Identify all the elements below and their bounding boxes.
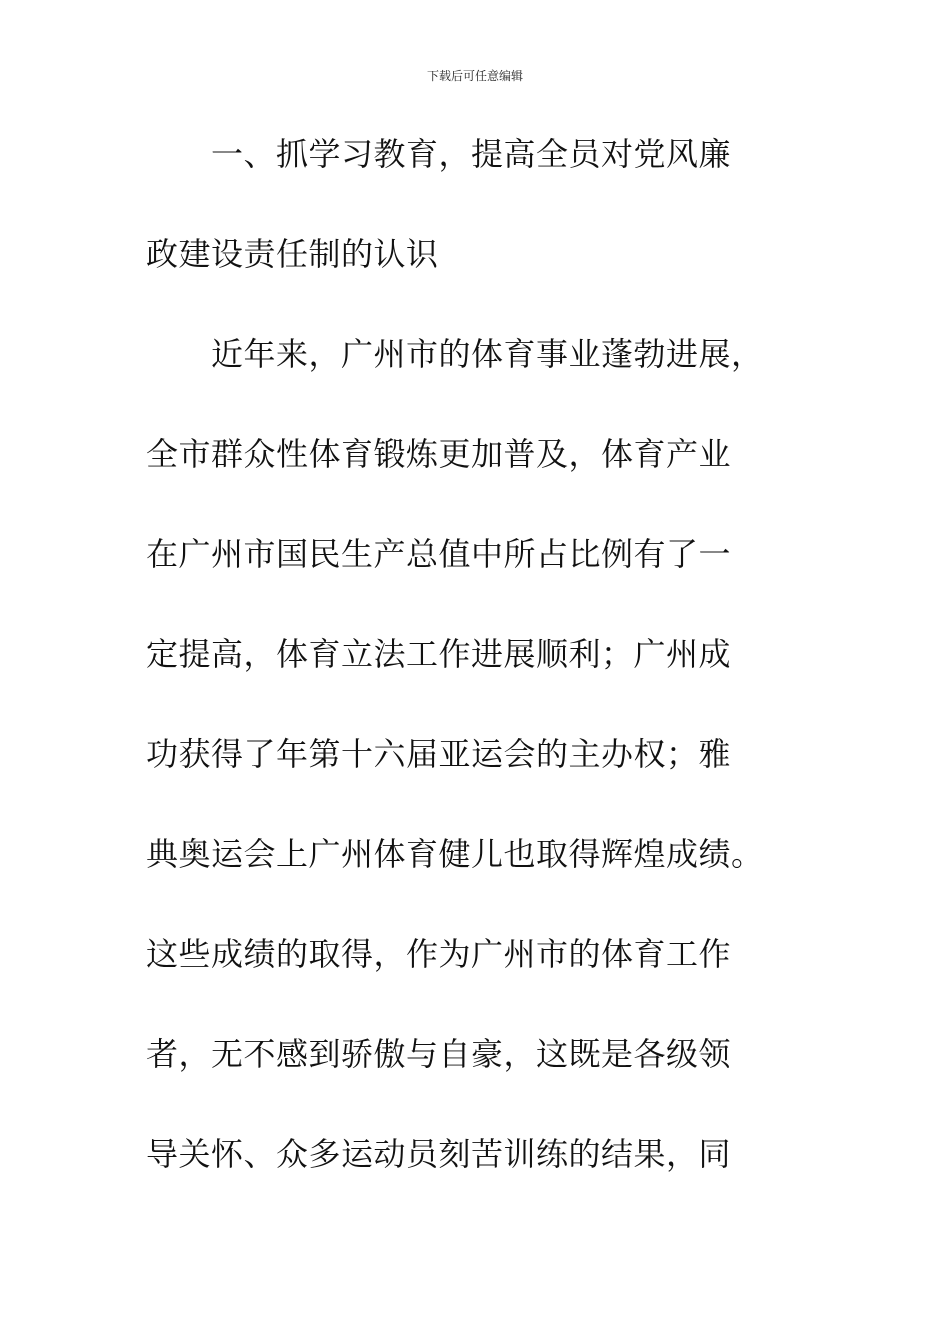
text-line: 功获得了年第十六届亚运会的主办权；雅 <box>146 735 732 773</box>
text-line: 全市群众性体育锻炼更加普及，体育产业 <box>146 435 732 473</box>
text-line: 者，无不感到骄傲与自豪，这既是各级领 <box>146 1035 732 1073</box>
text-line: 在广州市国民生产总值中所占比例有了一 <box>146 535 732 573</box>
text-line: 这些成绩的取得，作为广州市的体育工作 <box>146 935 732 973</box>
text-line: 定提高，体育立法工作进展顺利；广州成 <box>146 635 732 673</box>
text-line: 典奥运会上广州体育健儿也取得辉煌成绩。 <box>146 835 764 873</box>
text-line: 一、抓学习教育，提高全员对党风廉 <box>146 135 732 173</box>
text-line: 近年来，广州市的体育事业蓬勃进展， <box>146 335 764 373</box>
text-line: 政建设责任制的认识 <box>146 235 439 273</box>
text-line: 导关怀、众多运动员刻苦训练的结果，同 <box>146 1135 732 1173</box>
document-body <box>146 126 806 1226</box>
header-note: 下载后可任意编辑 <box>426 69 523 83</box>
